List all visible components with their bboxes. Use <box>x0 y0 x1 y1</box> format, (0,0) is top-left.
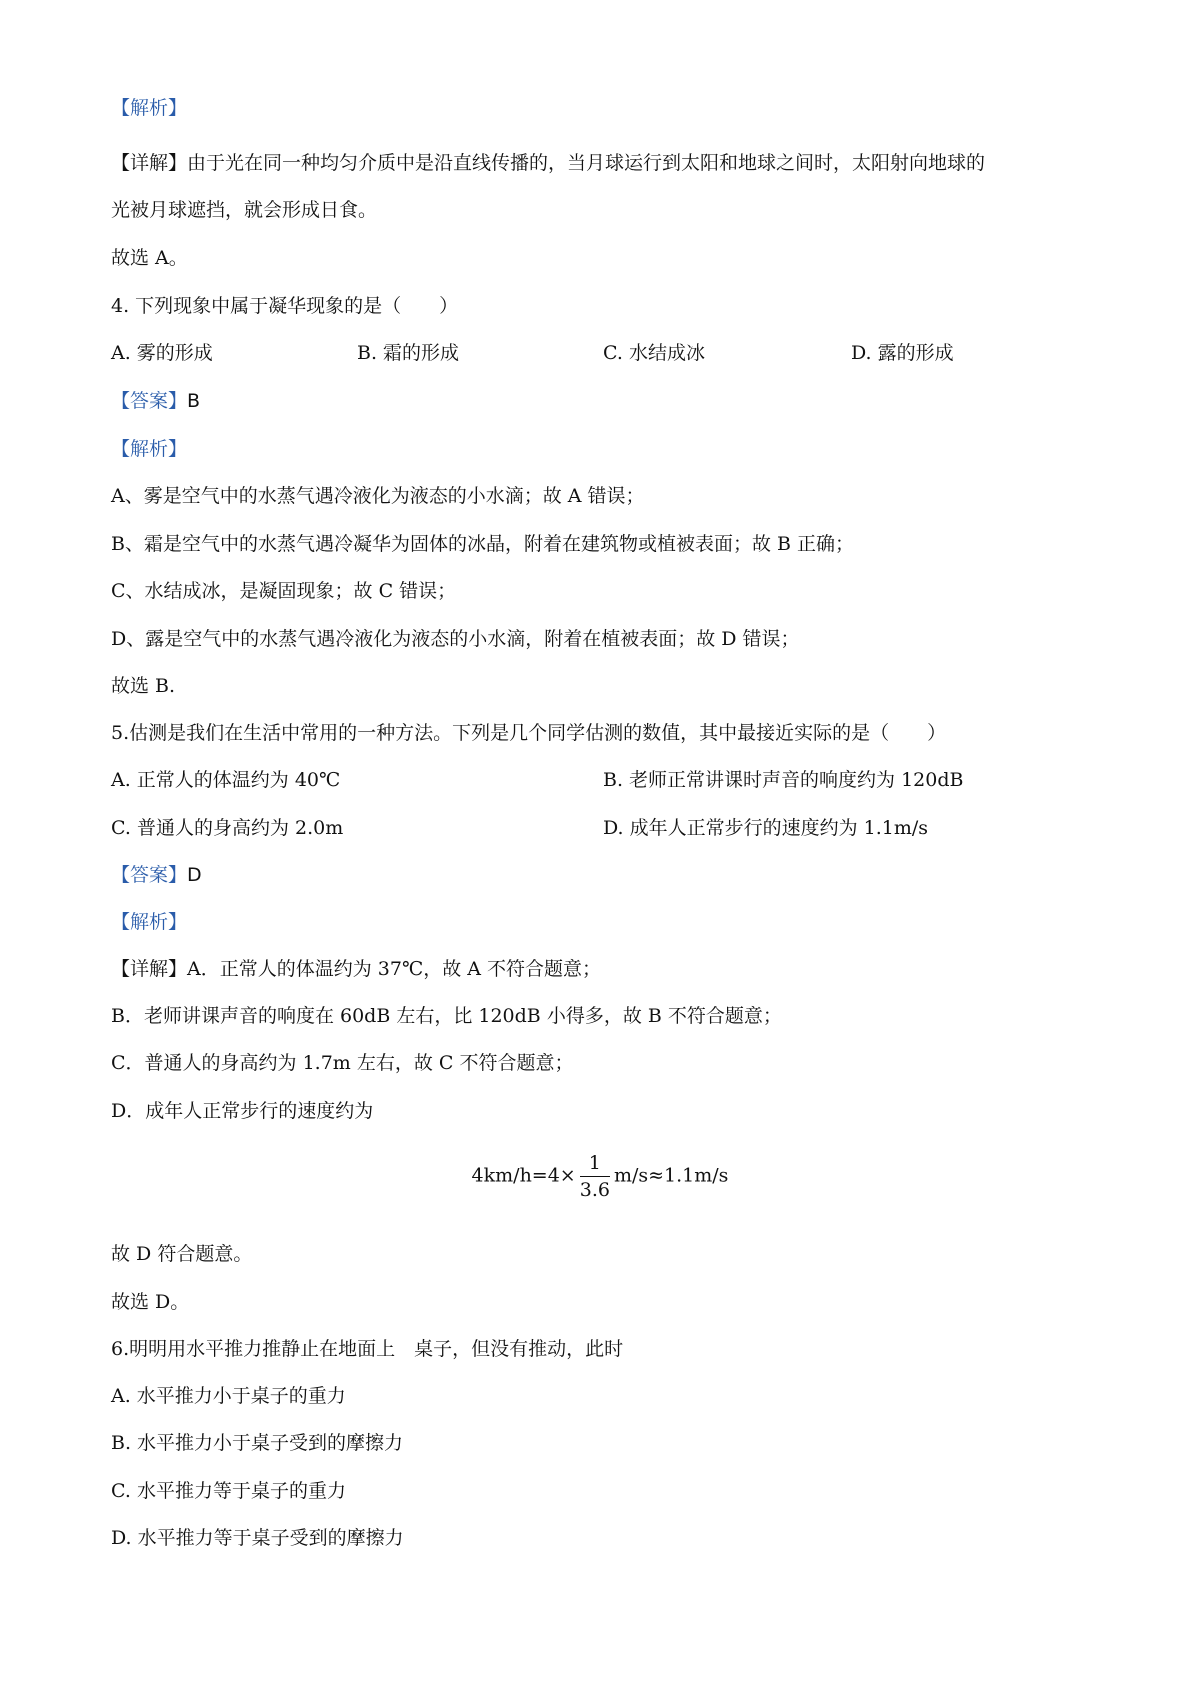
analysis-tag: 【解析】 <box>111 438 188 460</box>
q5-option-b: B. 老师正常讲课时声音的响度约为 120dB <box>603 769 964 791</box>
q4-option-a: A. 雾的形成 <box>111 342 213 364</box>
q5-conclusion: 故选 D。 <box>111 1291 190 1313</box>
q4-conclusion: 故选 B. <box>111 675 176 697</box>
q4-analysis-a: A、雾是空气中的水蒸气遇冷液化为液态的小水滴；故 A 错误； <box>111 485 645 507</box>
speed-formula <box>0 1152 1200 1201</box>
answer-tag: 【答案】 <box>111 864 188 886</box>
q3-conclusion: 故选 A。 <box>111 247 188 269</box>
q3-detail-line2: 光被月球遮挡，就会形成日食。 <box>111 199 378 221</box>
analysis-tag: 【解析】 <box>111 97 188 119</box>
fraction-denominator: 3.6 <box>579 1179 610 1201</box>
q4-option-b: B. 霜的形成 <box>357 342 460 364</box>
q6-option-b: B. 水平推力小于桌子受到的摩擦力 <box>111 1432 404 1454</box>
q5-after-formula: 故 D 符合题意。 <box>111 1243 253 1265</box>
q3-detail-line1: 【详解】由于光在同一种均匀介质中是沿直线传播的，当月球运行到太阳和地球之间时，太阳射向地球的 <box>111 152 986 174</box>
detail-tag: 【详解】 <box>111 152 188 174</box>
q6-stem: 6.明明用水平推力推静止在地面上 桌子，但没有推动，此时 <box>111 1338 624 1360</box>
detail-tag: 【详解】 <box>111 958 188 980</box>
q6-option-d: D. 水平推力等于桌子受到的摩擦力 <box>111 1527 404 1549</box>
formula-fraction <box>580 1152 610 1201</box>
formula-right: m/s≈1.1m/s <box>613 1164 729 1187</box>
q5-detail-b: B．老师讲课声音的响度在 60dB 左右，比 120dB 小得多，故 B 不符合题意； <box>111 1005 782 1027</box>
fraction-numerator: 1 <box>580 1152 610 1177</box>
answer-tag: 【答案】 <box>111 390 188 412</box>
q5-detail-a: 【详解】A．正常人的体温约为 37℃，故 A 不符合题意； <box>111 958 602 980</box>
q5-answer: 【答案】D <box>111 864 202 886</box>
q5-option-a: A. 正常人的体温约为 40℃ <box>111 769 341 791</box>
q4-option-c: C. 水结成冰 <box>603 342 705 364</box>
q6-option-c: C. 水平推力等于桌子的重力 <box>111 1480 346 1502</box>
q4-answer: 【答案】B <box>111 390 201 412</box>
q5-stem: 5.估测是我们在生活中常用的一种方法。下列是几个同学估测的数值，其中最接近实际的是（ ） <box>111 722 947 744</box>
q4-option-d: D. 露的形成 <box>851 342 954 364</box>
q5-option-d: D. 成年人正常步行的速度约为 1.1m/s <box>603 817 929 839</box>
q4-analysis-b: B、霜是空气中的水蒸气遇冷凝华为固体的冰晶，附着在建筑物或植被表面；故 B 正确； <box>111 533 855 555</box>
q4-stem: 4. 下列现象中属于凝华现象的是（ ） <box>111 295 459 317</box>
q4-analysis-c: C、水结成冰，是凝固现象；故 C 错误； <box>111 580 457 602</box>
analysis-tag: 【解析】 <box>111 911 188 933</box>
q5-detail-c: C．普通人的身高约为 1.7m 左右，故 C 不符合题意； <box>111 1052 574 1074</box>
q5-detail-d: D．成年人正常步行的速度约为 <box>111 1100 374 1122</box>
q6-option-a: A. 水平推力小于桌子的重力 <box>111 1385 346 1407</box>
q5-option-c: C. 普通人的身高约为 2.0m <box>111 817 344 839</box>
q4-analysis-d: D、露是空气中的水蒸气遇冷液化为液态的小水滴，附着在植被表面；故 D 错误； <box>111 628 800 650</box>
formula-left: 4km/h=4× <box>471 1164 576 1187</box>
